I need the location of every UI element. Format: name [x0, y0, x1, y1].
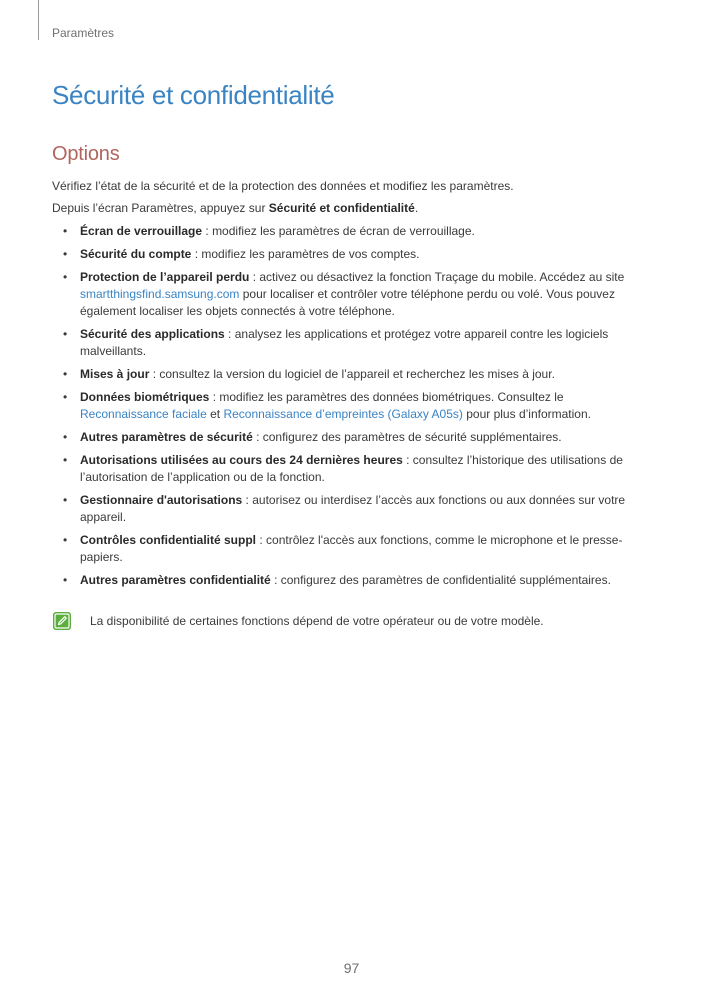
- item-text: : consultez l’historique des utilisations de l’autorisation de l’application ou de la fonction.: [80, 453, 623, 484]
- item-title: Autres paramètres de sécurité: [80, 430, 253, 444]
- bullet-icon: •: [63, 390, 68, 404]
- intro-line-2-prefix: Depuis l’écran Paramètres, appuyez sur: [52, 201, 269, 215]
- note-pencil-icon: [52, 611, 72, 631]
- list-item: [52, 366, 642, 383]
- item-text: : modifiez les paramètres de écran de verrouillage.: [202, 224, 475, 238]
- note-text: La disponibilité de certaines fonctions dépend de votre opérateur ou de votre modèle.: [90, 614, 544, 628]
- bullet-icon: •: [63, 224, 68, 238]
- item-text: : consultez la version du logiciel de l’appareil et recherchez les mises à jour.: [149, 367, 555, 381]
- item-title: Autres paramètres confidentialité: [80, 573, 271, 587]
- item-title: Écran de verrouillage: [80, 224, 203, 238]
- intro-line-2-suffix: .: [414, 201, 419, 215]
- intro-line-2: [52, 200, 418, 217]
- bullet-icon: •: [63, 270, 68, 284]
- item-text: : activez ou désactivez la fonction Traçage du mobile. Accédez au site: [249, 270, 625, 284]
- bullet-icon: •: [63, 430, 68, 444]
- list-item: [52, 492, 642, 526]
- section-heading: Options: [52, 143, 120, 165]
- intro-line-2-bold: Sécurité et confidentialité: [268, 201, 415, 215]
- intro-line-1: Vérifiez l’état de la sécurité et de la protection des données et modifiez les paramètres.: [52, 179, 514, 193]
- bullet-icon: •: [63, 573, 68, 587]
- item-text: : modifiez les paramètres de vos comptes.: [191, 247, 420, 261]
- item-text: : configurez des paramètres de confidentialité supplémentaires.: [270, 573, 611, 587]
- header-divider: [38, 0, 39, 40]
- list-item: [52, 246, 642, 263]
- item-text: : analysez les applications et protégez votre appareil contre les logiciels malveillants.: [80, 327, 609, 358]
- item-title: Données biométriques: [80, 390, 210, 404]
- section-label: Paramètres: [52, 26, 115, 40]
- list-item: [52, 326, 642, 360]
- item-text: : autorisez ou interdisez l’accès aux fonctions ou aux données sur votre appareil.: [80, 493, 626, 524]
- list-item: [52, 429, 642, 446]
- item-text: : modifiez les paramètres des données biométriques. Consultez le: [209, 390, 564, 404]
- bullet-icon: •: [63, 533, 68, 547]
- item-text: : configurez des paramètres de sécurité supplémentaires.: [252, 430, 562, 444]
- item-title: Mises à jour: [80, 367, 150, 381]
- item-title: Autorisations utilisées au cours des 24 dernières heures: [80, 453, 403, 467]
- item-title: Protection de l’appareil perdu: [80, 270, 250, 284]
- page-title: Sécurité et confidentialité: [52, 80, 335, 110]
- item-title: Sécurité des applications: [80, 327, 225, 341]
- face-recognition-link[interactable]: Reconnaissance faciale: [80, 407, 207, 421]
- bullet-icon: •: [63, 247, 68, 261]
- fingerprint-recognition-link[interactable]: Reconnaissance d’empreintes (Galaxy A05s): [223, 407, 463, 421]
- bullet-icon: •: [63, 453, 68, 467]
- item-text: pour localiser et contrôler votre téléphone perdu ou volé. Vous pouvez également localiser les objets connectés à votre téléphone.: [80, 287, 615, 318]
- list-item: [52, 452, 642, 486]
- item-title: Sécurité du compte: [80, 247, 192, 261]
- bullet-icon: •: [63, 327, 68, 341]
- item-text: : contrôlez l'accès aux fonctions, comme le microphone et le presse-papiers.: [80, 533, 623, 564]
- page-number: 97: [343, 960, 360, 976]
- list-item: [52, 572, 642, 589]
- list-item: [52, 389, 642, 423]
- item-text: et: [206, 407, 224, 421]
- item-title: Gestionnaire d'autorisations: [80, 493, 243, 507]
- item-title: Contrôles confidentialité suppl: [80, 533, 257, 547]
- list-item: [52, 223, 642, 240]
- list-item: [52, 532, 642, 566]
- smartthingsfind-link[interactable]: smartthingsfind.samsung.com: [80, 287, 240, 301]
- bullet-icon: •: [63, 367, 68, 381]
- item-text: pour plus d’information.: [462, 407, 591, 421]
- list-item: [52, 269, 642, 320]
- options-list: [52, 223, 642, 595]
- bullet-icon: •: [63, 493, 68, 507]
